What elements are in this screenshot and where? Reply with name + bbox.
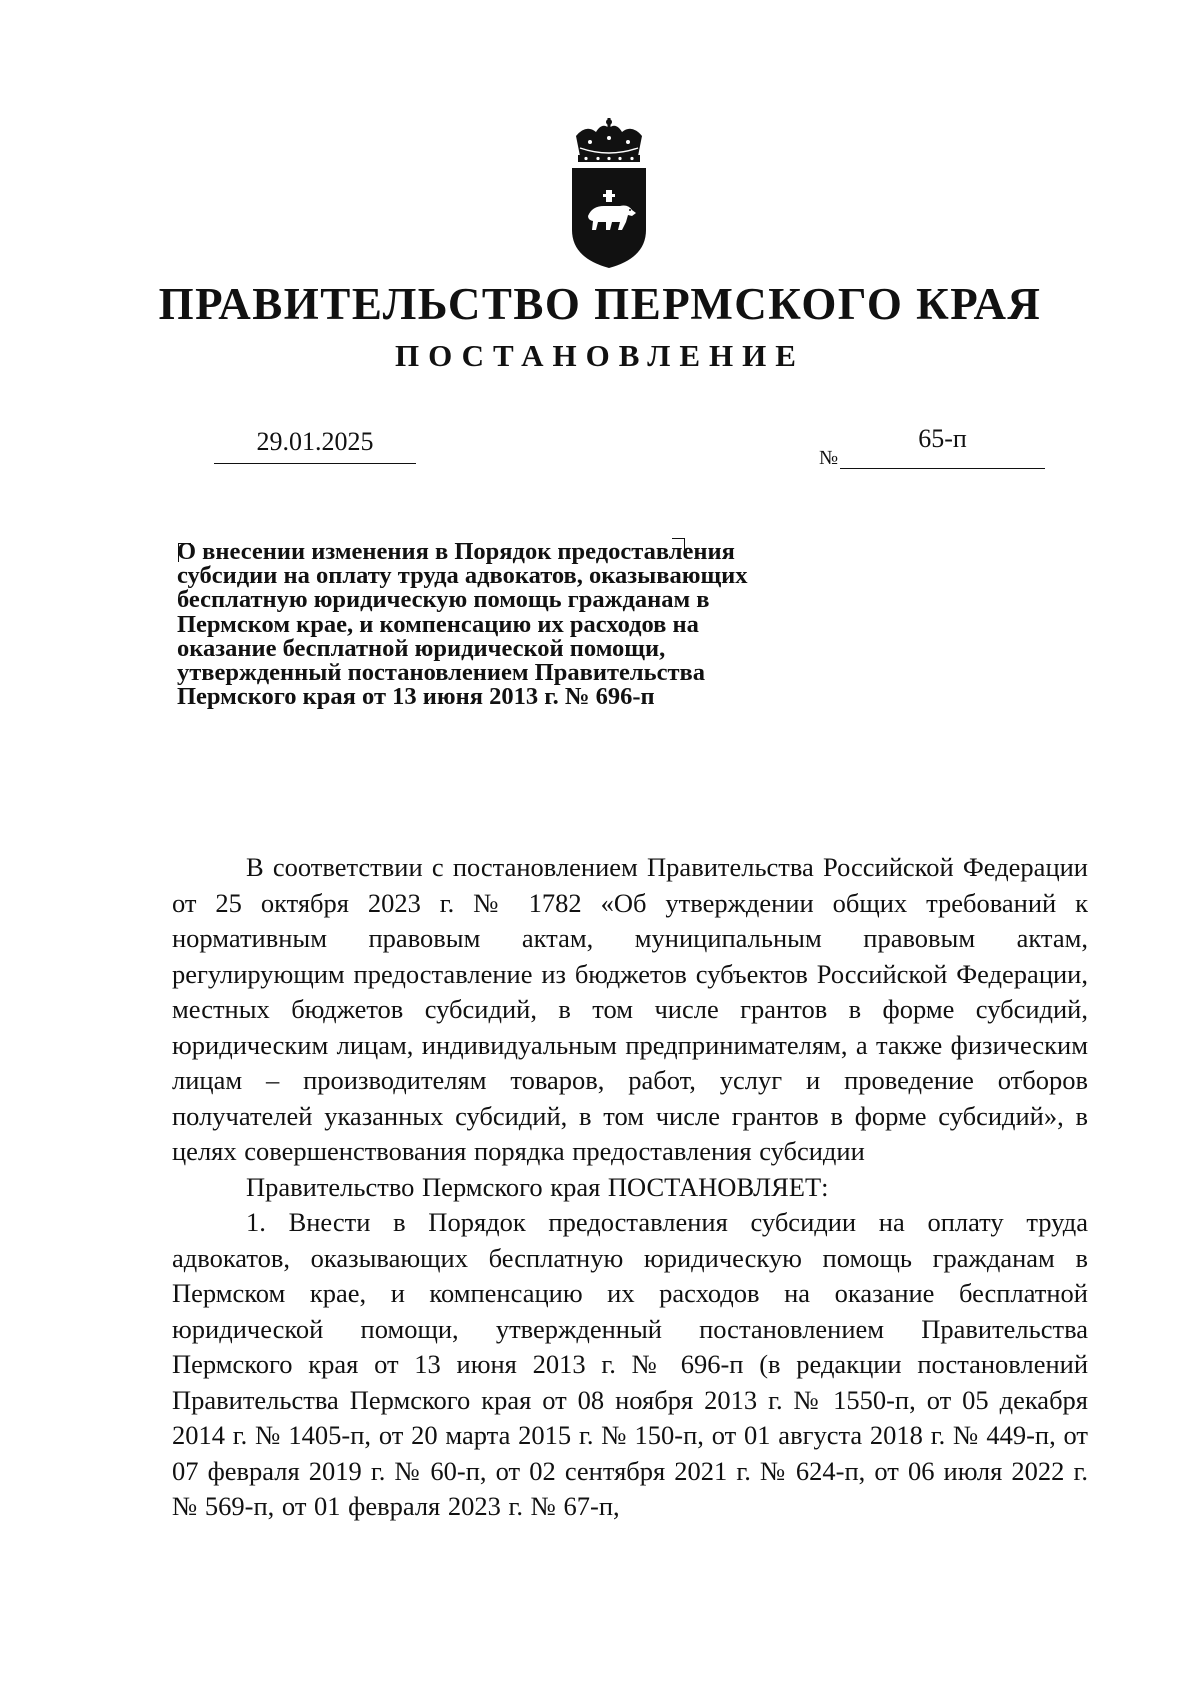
document-date: 29.01.2025 — [214, 427, 416, 464]
document-body — [172, 850, 1088, 1525]
organization-title: ПРАВИТЕЛЬСТВО ПЕРМСКОГО КРАЯ — [158, 279, 1042, 329]
coat-of-arms-icon — [566, 118, 652, 268]
document-subject: О внесении изменения в Порядок предоставления субсидии на оплату труда адвокатов, оказывающих бесплатную юридическую помощь гражданам в Пермском крае, и компенсацию их расходов на оказание бесплатной юридической помощи, утвержденный постановлением Правительства Пермского края от 13 июня 2013 г. № 696-п — [177, 538, 748, 711]
document-number: 65-п — [840, 424, 1045, 469]
item-1-paragraph: 1. Внести в Порядок предоставления субсидии на оплату труда адвокатов, оказывающих бесплатную юридическую помощь гражданам в Пермском крае, и компенсацию их расходов на оказание бесплатной юридической помощи, утвержденный постановлением Правительства Пермского края от 13 июня 2013 г. № 696-п (в редакции постановлений Правительства Пермского края от 08 ноября 2013 г. № 1550-п, от 05 декабря 2014 г. № 1405-п, от 20 марта 2015 г. № 150-п, от 01 августа 2018 г. № 449-п, от 07 февраля 2019 г. № 60-п, от 02 сентября 2021 г. № 624-п, от 06 июля 2022 г. № 569-п, от 01 февраля 2023 г. № 67-п, — [172, 1207, 1088, 1521]
decree-paragraph: Правительство Пермского края ПОСТАНОВЛЯЕТ: — [246, 1171, 829, 1202]
document-type-title: ПОСТАНОВЛЕНИЕ — [395, 338, 805, 373]
preamble-paragraph: В соответствии с постановлением Правительства Российской Федерации от 25 октября 2023 г. № 1782 «Об утверждении общих требований к нормативным правовым актам, муниципальным правовым актам, регулирующим предоставление из бюджетов субъектов Российской Федерации, местных бюджетов субсидий, в том числе грантов в форме субсидий, юридическим лицам, индивидуальным предпринимателям, а также физическим лицам – производителям товаров, работ, услуг и проведение отборов получателей указанных субсидий, в том числе грантов в форме субсидий», в целях совершенствования порядка предоставления субсидии — [172, 852, 1088, 1166]
number-sign: № — [819, 447, 839, 469]
